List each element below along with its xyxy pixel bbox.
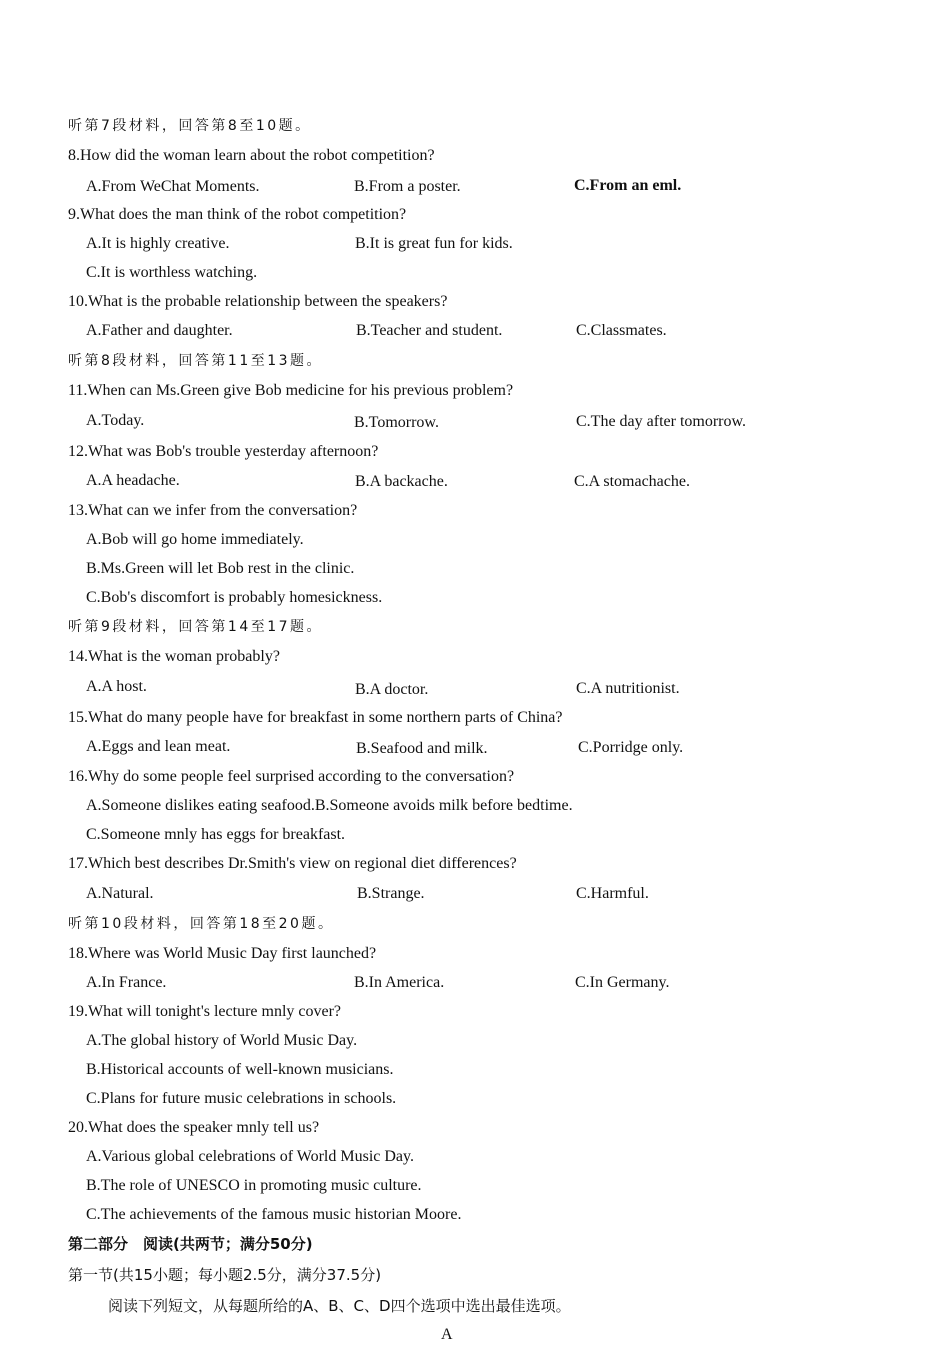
q20-option-b: B.The role of UNESCO in promoting music culture. <box>86 1177 422 1194</box>
q14-option-b: B.A doctor. <box>355 681 429 698</box>
q16-option-c: C.Someone mnly has eggs for breakfast. <box>86 826 346 843</box>
q11-option-b: B.Tomorrow. <box>354 414 439 431</box>
q15-option-c: C.Porridge only. <box>578 739 684 756</box>
q20-option-c: C.The achievements of the famous music historian Moore. <box>86 1206 462 1223</box>
question-13: 13.What can we infer from the conversation? <box>68 502 358 519</box>
q19-option-b: B.Historical accounts of well-known musicians. <box>86 1061 394 1078</box>
section-10-heading: 听第10段材料，回答第18至20题。 <box>68 916 335 932</box>
q8-option-c: C.From an eml. <box>574 177 682 194</box>
section-9-heading: 听第9段材料，回答第14至17题。 <box>68 619 324 635</box>
q10-option-b: B.Teacher and student. <box>356 322 503 339</box>
q15-option-b: B.Seafood and milk. <box>356 740 488 757</box>
q14-option-a: A.A host. <box>86 678 147 695</box>
q15-option-a: A.Eggs and lean meat. <box>86 738 231 755</box>
q18-option-a: A.In France. <box>86 974 167 991</box>
q11-option-a: A.Today. <box>86 412 145 429</box>
part-2-section-1-heading: 第一节(共15小题；每小题2.5分，满分37.5分) <box>68 1266 382 1284</box>
q10-option-a: A.Father and daughter. <box>86 322 233 339</box>
q13-option-c: C.Bob's discomfort is probably homesickness. <box>86 589 383 606</box>
q19-option-c: C.Plans for future music celebrations in schools. <box>86 1090 397 1107</box>
q20-option-a: A.Various global celebrations of World Music Day. <box>86 1148 414 1165</box>
q17-option-c: C.Harmful. <box>576 885 649 902</box>
part-2-heading: 第二部分 阅读(共两节；满分50分) <box>68 1235 313 1253</box>
q10-option-c: C.Classmates. <box>576 322 667 339</box>
q16-options-a-b: A.Someone dislikes eating seafood.B.Someone avoids milk before bedtime. <box>86 797 573 814</box>
q8-option-b: B.From a poster. <box>354 178 461 195</box>
question-19: 19.What will tonight's lecture mnly cover? <box>68 1003 342 1020</box>
q18-option-c: C.In Germany. <box>575 974 670 991</box>
q11-option-c: C.The day after tomorrow. <box>576 413 747 430</box>
q12-option-c: C.A stomachache. <box>574 473 690 490</box>
question-14: 14.What is the woman probably? <box>68 648 280 665</box>
question-8: 8.How did the woman learn about the robot competition? <box>68 147 435 164</box>
passage-label: A <box>441 1326 453 1343</box>
question-12: 12.What was Bob's trouble yesterday afternoon? <box>68 443 379 460</box>
question-18: 18.Where was World Music Day first launched? <box>68 945 377 962</box>
question-17: 17.Which best describes Dr.Smith's view on regional diet differences? <box>68 855 517 872</box>
q13-option-a: A.Bob will go home immediately. <box>86 531 304 548</box>
question-10: 10.What is the probable relationship between the speakers? <box>68 293 448 310</box>
q19-option-a: A.The global history of World Music Day. <box>86 1032 358 1049</box>
section-8-heading: 听第8段材料，回答第11至13题。 <box>68 353 324 369</box>
q12-option-b: B.A backache. <box>355 473 448 490</box>
question-16: 16.Why do some people feel surprised according to the conversation? <box>68 768 515 785</box>
q9-option-c: C.It is worthless watching. <box>86 264 258 281</box>
question-20: 20.What does the speaker mnly tell us? <box>68 1119 320 1136</box>
q14-option-c: C.A nutritionist. <box>576 680 680 697</box>
q18-option-b: B.In America. <box>354 974 445 991</box>
q13-option-b: B.Ms.Green will let Bob rest in the clinic. <box>86 560 355 577</box>
q12-option-a: A.A headache. <box>86 472 180 489</box>
q9-option-a: A.It is highly creative. <box>86 235 230 252</box>
section-7-heading: 听第7段材料，回答第8至10题。 <box>68 118 312 134</box>
reading-instruction: 阅读下列短文，从每题所给的A、B、C、D四个选项中选出最佳选项。 <box>108 1297 571 1315</box>
question-11: 11.When can Ms.Green give Bob medicine for his previous problem? <box>68 382 514 399</box>
q17-option-b: B.Strange. <box>357 885 425 902</box>
question-9: 9.What does the man think of the robot competition? <box>68 206 407 223</box>
q9-option-b: B.It is great fun for kids. <box>355 235 513 252</box>
q17-option-a: A.Natural. <box>86 885 154 902</box>
q8-option-a: A.From WeChat Moments. <box>86 178 260 195</box>
question-15: 15.What do many people have for breakfast in some northern parts of China? <box>68 709 563 726</box>
